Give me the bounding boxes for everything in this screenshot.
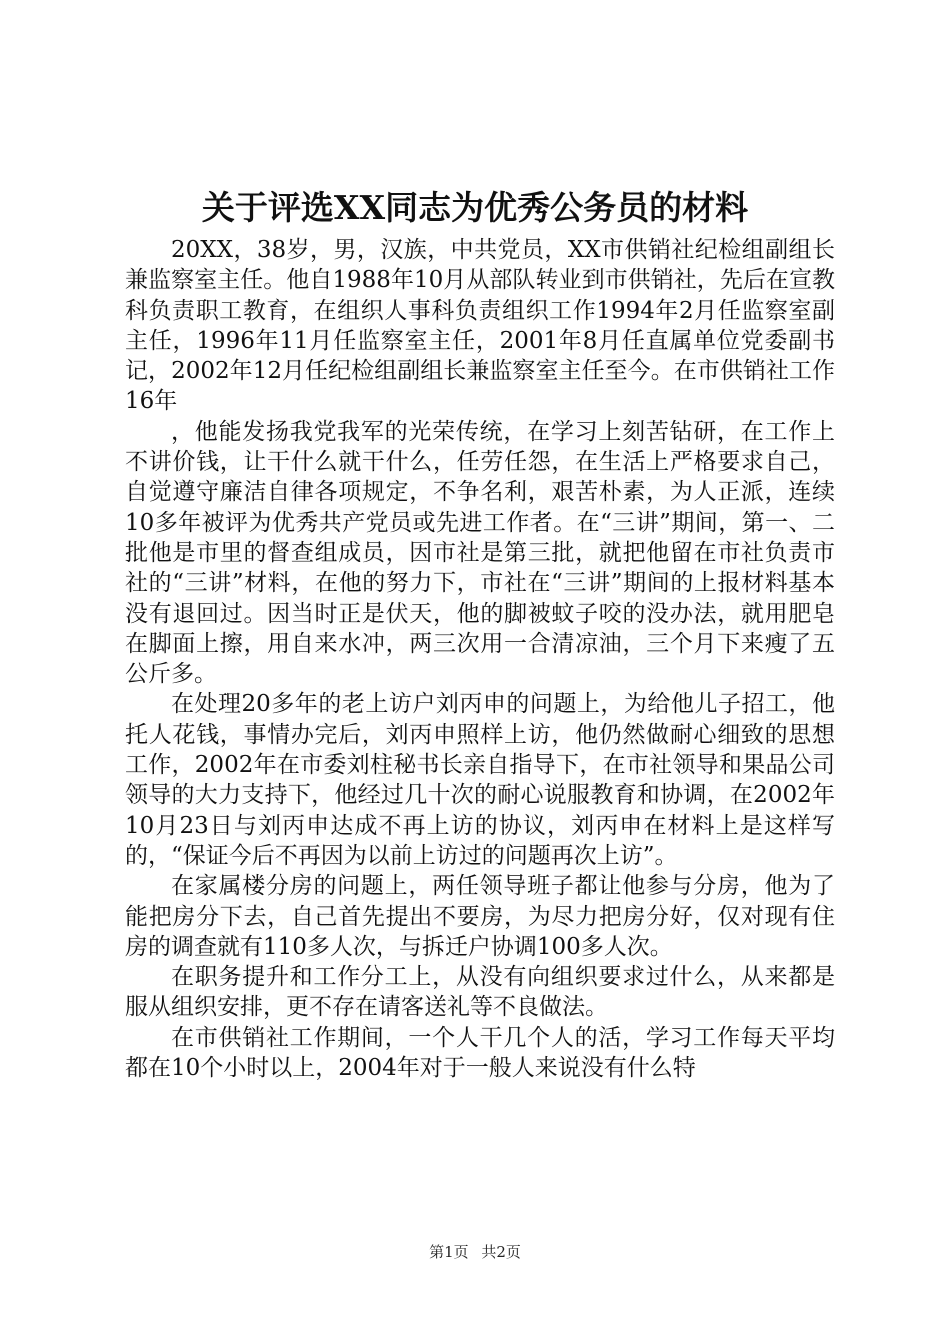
paragraph-6: 在市供销社工作期间，一个人干几个人的活，学习工作每天平均都在10个小时以上，2004年对于一般人来说没有什么特	[125, 1024, 835, 1082]
document-title: 关于评选XX同志为优秀公务员的材料	[201, 188, 749, 227]
page-number: 第1页	[429, 1243, 469, 1261]
page-total: 共2页	[481, 1243, 521, 1261]
document-body	[125, 235, 835, 1083]
paragraph-5: 在职务提升和工作分工上，从没有向组织要求过什么，从来都是服从组织安排，更不存在请客送礼等不良做法。	[125, 964, 835, 1021]
paragraph-3: 在处理20多年的老上访户刘丙申的问题上，为给他儿子招工，他托人花钱，事情办完后，刘丙申照样上访，他仍然做耐心细致的思想工作，2002年在市委刘柱秘书长亲自指导下，在市社领导和果品公司领导的大力支持下，他经过几十次的耐心说服教育和协调，在2002年10月23日与刘丙申达成不再上访的协议，刘丙申在材料上是这样写的，“保证今后不再因为以前上访过的问题再次上访”。	[125, 691, 835, 869]
paragraph-1: 20XX，38岁，男，汉族，中共党员，XX市供销社纪检组副组长兼监察室主任。他自1988年10月从部队转业到市供销社，先后在宣教科负责职工教育，在组织人事科负责组织工作1994年2月任监察室副主任，1996年11月任监察室主任，2001年8月任直属单位党委副书记，2002年12月任纪检组副组长兼监察室主任至今。在市供销社工作16年	[125, 237, 835, 415]
paragraph-2: ，他能发扬我党我军的光荣传统，在学习上刻苦钻研，在工作上不讲价钱，让干什么就干什么，任劳任怨，在生活上严格要求自己，自觉遵守廉洁自律各项规定，不争名利，艰苦朴素，为人正派，连续10多年被评为优秀共产党员或先进工作者。在“三讲”期间，第一、二批他是市里的督查组成员，因市社是第三批，就把他留在市社负责市社的“三讲”材料，在他的努力下，市社在“三讲”期间的上报材料基本没有退回过。因当时正是伏天，他的脚被蚊子咬的没办法，就用肥皂在脚面上擦，用自来水冲，两三次用一合清凉油，三个月下来瘦了五公斤多。	[125, 418, 835, 688]
page-footer	[0, 1242, 950, 1262]
paragraph-4: 在家属楼分房的问题上，两任领导班子都让他参与分房，他为了能把房分下去，自己首先提出不要房，为尽力把房分好，仅对现有住房的调查就有110多人次，与拆迁户协调100多人次。	[125, 873, 835, 960]
